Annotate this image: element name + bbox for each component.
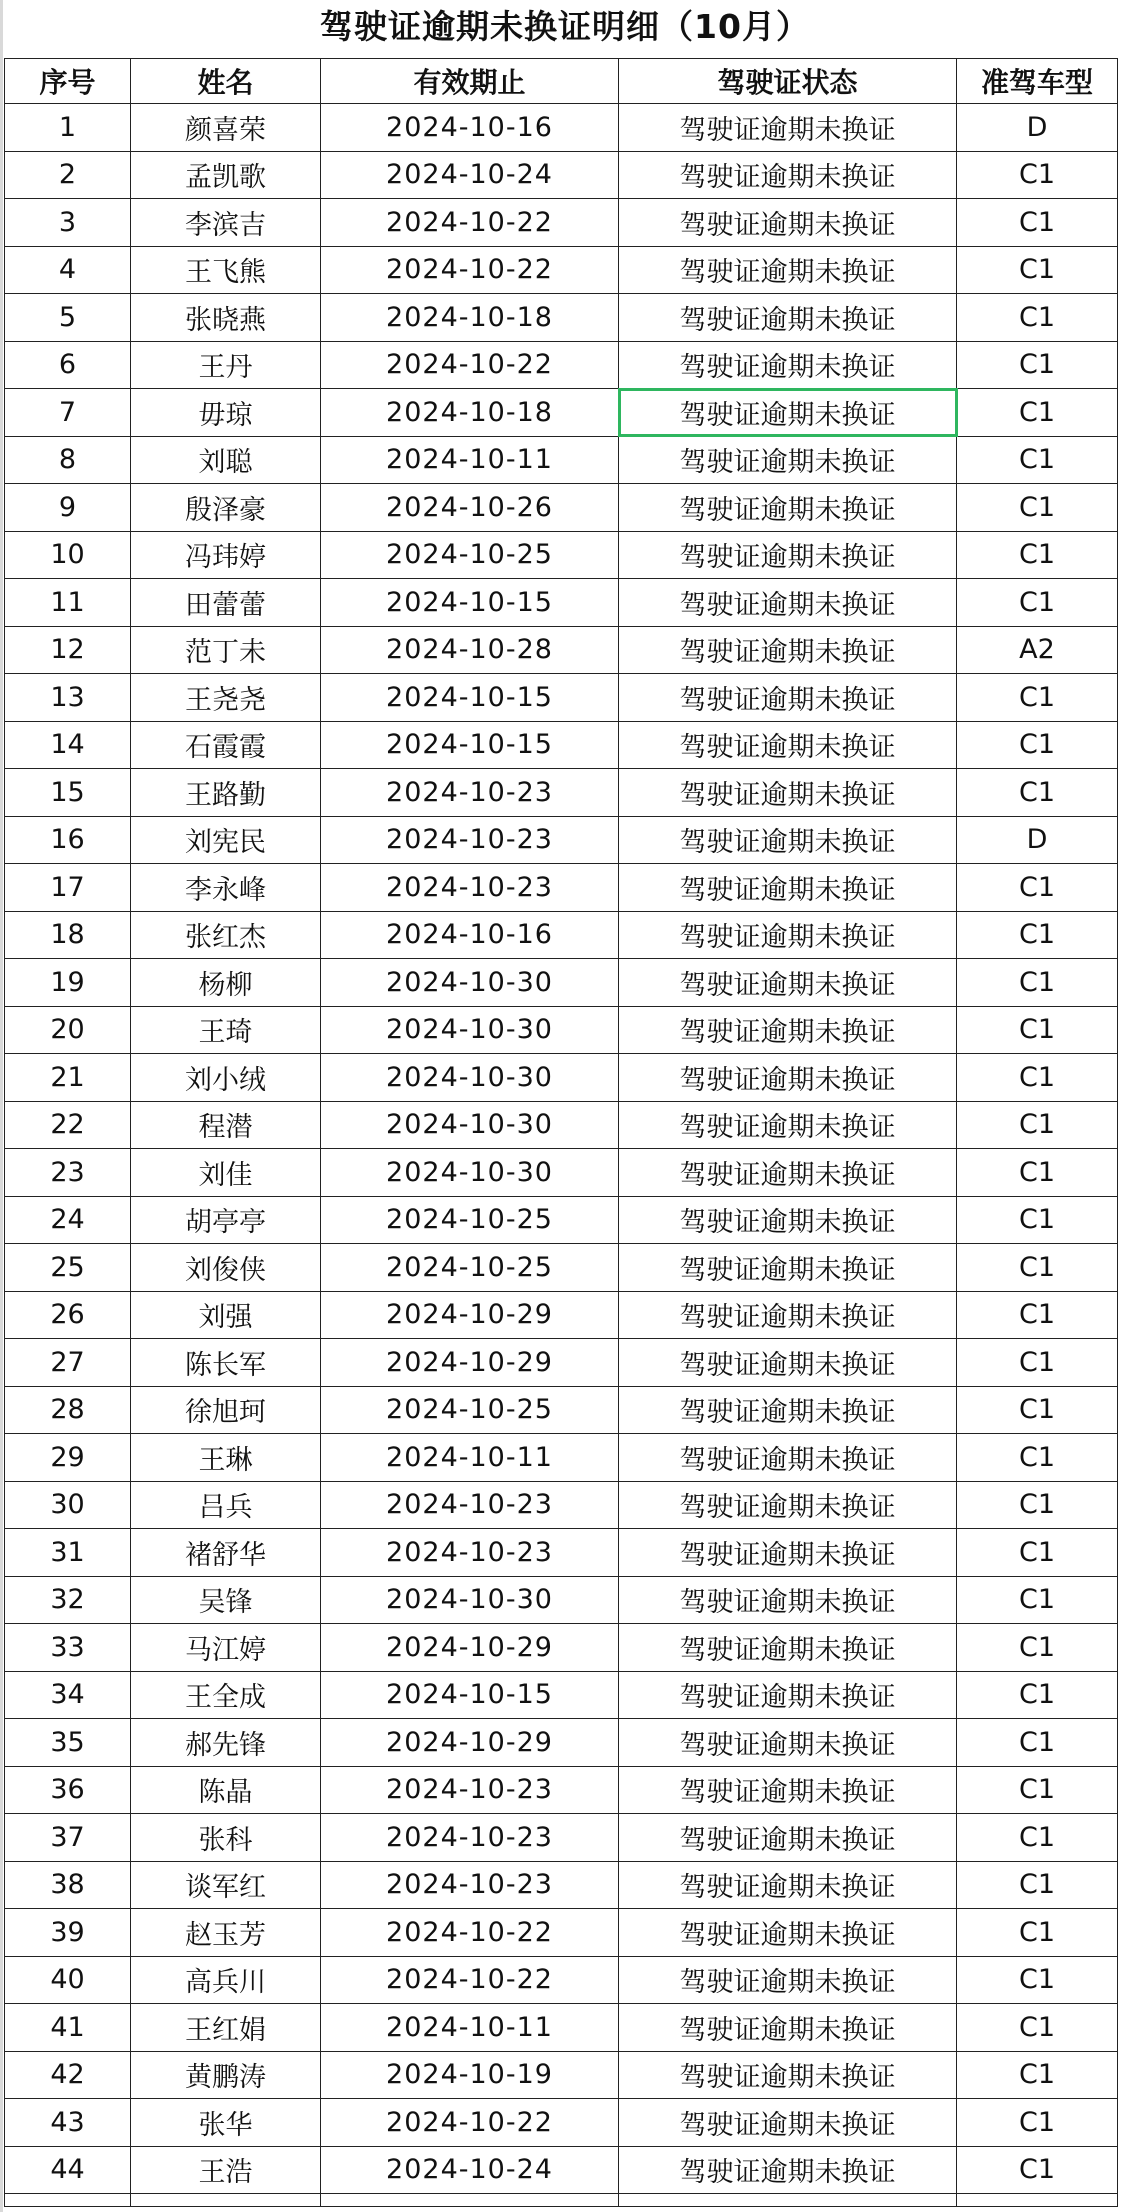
cell-class[interactable]: C1 bbox=[957, 2051, 1118, 2099]
cell-name[interactable]: 杨柳 bbox=[131, 959, 321, 1007]
cell-no[interactable]: 21 bbox=[5, 1054, 131, 1102]
cell-no[interactable]: 41 bbox=[5, 2004, 131, 2052]
cell-no[interactable]: 44 bbox=[5, 2146, 131, 2194]
table-row bbox=[5, 1766, 1118, 1814]
cell-expiry[interactable]: 2024-10-25 bbox=[321, 1196, 619, 1244]
cell-name[interactable]: 王尧尧 bbox=[131, 674, 321, 722]
cell-class[interactable]: C1 bbox=[957, 389, 1118, 437]
cell-status[interactable]: 驾驶证逾期未换证 bbox=[619, 1291, 957, 1339]
cell-expiry[interactable]: 2024-10-11 bbox=[321, 2004, 619, 2052]
cell-name[interactable]: 张红杰 bbox=[131, 911, 321, 959]
cell-status[interactable]: 驾驶证逾期未换证 bbox=[619, 959, 957, 1007]
cell-status[interactable]: 驾驶证逾期未换证 bbox=[619, 626, 957, 674]
cell-class[interactable]: C1 bbox=[957, 1196, 1118, 1244]
cell-class[interactable]: C1 bbox=[957, 1339, 1118, 1387]
cell-status[interactable]: 驾驶证逾期未换证 bbox=[619, 2146, 957, 2194]
cell-no[interactable]: 17 bbox=[5, 864, 131, 912]
cell-name[interactable]: 张晓燕 bbox=[131, 294, 321, 342]
table-row bbox=[5, 1244, 1118, 1292]
cell-name[interactable]: 田蕾蕾 bbox=[131, 579, 321, 627]
cell-expiry[interactable]: 2024-10-11 bbox=[321, 1434, 619, 1482]
table-row bbox=[5, 1054, 1118, 1102]
cell-no[interactable]: 29 bbox=[5, 1434, 131, 1482]
cell-expiry[interactable]: 2024-10-23 bbox=[321, 1529, 619, 1577]
cell-expiry[interactable]: 2024-10-30 bbox=[321, 1054, 619, 1102]
cell-class[interactable]: C1 bbox=[957, 579, 1118, 627]
cell-status[interactable]: 驾驶证逾期未换证 bbox=[619, 1576, 957, 1624]
cell-no[interactable]: 33 bbox=[5, 1624, 131, 1672]
cell-name[interactable]: 王琳 bbox=[131, 1434, 321, 1482]
cell-class[interactable]: A2 bbox=[957, 626, 1118, 674]
cell-status[interactable]: 驾驶证逾期未换证 bbox=[619, 2051, 957, 2099]
cell-name[interactable]: 郝先锋 bbox=[131, 1719, 321, 1767]
cell-expiry[interactable]: 2024-10-15 bbox=[321, 1671, 619, 1719]
cell-expiry[interactable]: 2024-10-23 bbox=[321, 1766, 619, 1814]
cell-name[interactable]: 王飞熊 bbox=[131, 246, 321, 294]
cell-class[interactable]: C1 bbox=[957, 246, 1118, 294]
table-row bbox=[5, 1624, 1118, 1672]
table-row bbox=[5, 1339, 1118, 1387]
cell-class[interactable]: C1 bbox=[957, 1956, 1118, 2004]
cell-name[interactable]: 赵玉芳 bbox=[131, 1909, 321, 1957]
cell-status[interactable]: 驾驶证逾期未换证 bbox=[619, 1339, 957, 1387]
cell-class[interactable]: C1 bbox=[957, 1101, 1118, 1149]
table-row bbox=[5, 484, 1118, 532]
cell-class[interactable]: C1 bbox=[957, 199, 1118, 247]
cell-name[interactable]: 程潜 bbox=[131, 1101, 321, 1149]
table-row bbox=[5, 1291, 1118, 1339]
table-row bbox=[5, 1101, 1118, 1149]
cell-expiry[interactable]: 2024-10-23 bbox=[321, 1481, 619, 1529]
cell-expiry[interactable]: 2024-10-16 bbox=[321, 104, 619, 152]
cell-name[interactable]: 刘小绒 bbox=[131, 1054, 321, 1102]
cell-status[interactable]: 驾驶证逾期未换证 bbox=[619, 1529, 957, 1577]
cell-status[interactable]: 驾驶证逾期未换证 bbox=[619, 1861, 957, 1909]
cell-expiry[interactable]: 2024-10-15 bbox=[321, 579, 619, 627]
table-row bbox=[5, 1814, 1118, 1862]
cell-no[interactable]: 43 bbox=[5, 2099, 131, 2147]
cell-status[interactable]: 驾驶证逾期未换证 bbox=[619, 104, 957, 152]
cell-class[interactable]: C1 bbox=[957, 1054, 1118, 1102]
cell-name[interactable]: 刘俊侠 bbox=[131, 1244, 321, 1292]
cell-status[interactable]: 驾驶证逾期未换证 bbox=[619, 199, 957, 247]
header-row bbox=[5, 59, 1118, 104]
cell-name[interactable]: 吕兵 bbox=[131, 1481, 321, 1529]
table-row bbox=[5, 816, 1118, 864]
cell-no[interactable]: 28 bbox=[5, 1386, 131, 1434]
cell-name[interactable]: 张华 bbox=[131, 2099, 321, 2147]
cell-no[interactable]: 42 bbox=[5, 2051, 131, 2099]
cell-expiry[interactable]: 2024-10-28 bbox=[321, 626, 619, 674]
cell-status[interactable]: 驾驶证逾期未换证 bbox=[619, 674, 957, 722]
cell-no[interactable]: 38 bbox=[5, 1861, 131, 1909]
cell-status[interactable]: 驾驶证逾期未换证 bbox=[619, 1244, 957, 1292]
cell-no[interactable]: 34 bbox=[5, 1671, 131, 1719]
cell-class[interactable]: C1 bbox=[957, 436, 1118, 484]
cell-name[interactable]: 孟凯歌 bbox=[131, 151, 321, 199]
cell-class[interactable]: C1 bbox=[957, 531, 1118, 579]
cell-name[interactable]: 李滨吉 bbox=[131, 199, 321, 247]
cell-expiry[interactable]: 2024-10-15 bbox=[321, 674, 619, 722]
cell-no[interactable]: 22 bbox=[5, 1101, 131, 1149]
cell-status[interactable]: 驾驶证逾期未换证 bbox=[619, 721, 957, 769]
cell-no[interactable]: 8 bbox=[5, 436, 131, 484]
cell-class[interactable]: C1 bbox=[957, 1671, 1118, 1719]
cell-class[interactable]: C1 bbox=[957, 484, 1118, 532]
cell-expiry[interactable]: 2024-10-30 bbox=[321, 1101, 619, 1149]
cell-no[interactable]: 39 bbox=[5, 1909, 131, 1957]
cell-no[interactable]: 20 bbox=[5, 1006, 131, 1054]
cell-status[interactable]: 驾驶证逾期未换证 bbox=[619, 484, 957, 532]
cell-class[interactable]: C1 bbox=[957, 1149, 1118, 1197]
cell-status[interactable]: 驾驶证逾期未换证 bbox=[619, 1624, 957, 1672]
cell-class[interactable]: D bbox=[957, 816, 1118, 864]
cell-name[interactable]: 吴锋 bbox=[131, 1576, 321, 1624]
cell-no[interactable]: 7 bbox=[5, 389, 131, 437]
cell-expiry[interactable]: 2024-10-29 bbox=[321, 1339, 619, 1387]
cell-expiry[interactable]: 2024-10-23 bbox=[321, 1814, 619, 1862]
table-row bbox=[5, 246, 1118, 294]
column-header-name[interactable]: 姓名 bbox=[131, 59, 321, 104]
cell-class[interactable]: C1 bbox=[957, 721, 1118, 769]
selected-cell[interactable]: 驾驶证逾期未换证 bbox=[619, 389, 957, 437]
cell-no[interactable]: 36 bbox=[5, 1766, 131, 1814]
cell-name[interactable]: 张科 bbox=[131, 1814, 321, 1862]
cell-partial[interactable] bbox=[131, 2194, 321, 2207]
cell-expiry[interactable]: 2024-10-23 bbox=[321, 1861, 619, 1909]
table-row bbox=[5, 1006, 1118, 1054]
cell-name[interactable]: 王丹 bbox=[131, 341, 321, 389]
cell-name[interactable]: 王浩 bbox=[131, 2146, 321, 2194]
cell-class[interactable]: C1 bbox=[957, 911, 1118, 959]
cell-status[interactable]: 驾驶证逾期未换证 bbox=[619, 1766, 957, 1814]
table-row bbox=[5, 721, 1118, 769]
table-body bbox=[5, 104, 1118, 2207]
cell-status[interactable]: 驾驶证逾期未换证 bbox=[619, 1434, 957, 1482]
cell-partial[interactable] bbox=[619, 2194, 957, 2207]
table-row bbox=[5, 151, 1118, 199]
table-row bbox=[5, 341, 1118, 389]
cell-status[interactable]: 驾驶证逾期未换证 bbox=[619, 579, 957, 627]
cell-no[interactable]: 24 bbox=[5, 1196, 131, 1244]
cell-no[interactable]: 32 bbox=[5, 1576, 131, 1624]
cell-expiry[interactable]: 2024-10-24 bbox=[321, 151, 619, 199]
cell-name[interactable]: 王红娟 bbox=[131, 2004, 321, 2052]
cell-expiry[interactable]: 2024-10-23 bbox=[321, 769, 619, 817]
cell-class[interactable]: C1 bbox=[957, 1386, 1118, 1434]
data-table bbox=[4, 58, 1118, 2207]
cell-expiry[interactable]: 2024-10-15 bbox=[321, 721, 619, 769]
cell-name[interactable]: 高兵川 bbox=[131, 1956, 321, 2004]
cell-class[interactable]: C1 bbox=[957, 1291, 1118, 1339]
cell-no[interactable]: 14 bbox=[5, 721, 131, 769]
table-row bbox=[5, 1576, 1118, 1624]
table-row bbox=[5, 1671, 1118, 1719]
table-row bbox=[5, 864, 1118, 912]
cell-status[interactable]: 驾驶证逾期未换证 bbox=[619, 2099, 957, 2147]
cell-partial[interactable] bbox=[321, 2194, 619, 2207]
cell-no[interactable]: 25 bbox=[5, 1244, 131, 1292]
sheet-left-border bbox=[0, 0, 3, 2212]
cell-status[interactable]: 驾驶证逾期未换证 bbox=[619, 816, 957, 864]
cell-class[interactable]: C1 bbox=[957, 1766, 1118, 1814]
cell-no[interactable]: 35 bbox=[5, 1719, 131, 1767]
cell-status[interactable]: 驾驶证逾期未换证 bbox=[619, 1956, 957, 2004]
cell-expiry[interactable]: 2024-10-30 bbox=[321, 959, 619, 1007]
cell-name[interactable]: 刘强 bbox=[131, 1291, 321, 1339]
table-row bbox=[5, 199, 1118, 247]
cell-no[interactable]: 31 bbox=[5, 1529, 131, 1577]
table-row bbox=[5, 1909, 1118, 1957]
cell-expiry[interactable]: 2024-10-11 bbox=[321, 436, 619, 484]
cell-status[interactable]: 驾驶证逾期未换证 bbox=[619, 911, 957, 959]
cell-expiry[interactable]: 2024-10-24 bbox=[321, 2146, 619, 2194]
cell-class[interactable]: C1 bbox=[957, 1861, 1118, 1909]
table-row bbox=[5, 769, 1118, 817]
table-row bbox=[5, 2004, 1118, 2052]
cell-status[interactable]: 驾驶证逾期未换证 bbox=[619, 1101, 957, 1149]
cell-class[interactable]: C1 bbox=[957, 2146, 1118, 2194]
cell-status[interactable]: 驾驶证逾期未换证 bbox=[619, 864, 957, 912]
cell-name[interactable]: 殷泽豪 bbox=[131, 484, 321, 532]
cell-expiry[interactable]: 2024-10-18 bbox=[321, 294, 619, 342]
cell-no[interactable]: 4 bbox=[5, 246, 131, 294]
table-row bbox=[5, 674, 1118, 722]
cell-no[interactable]: 10 bbox=[5, 531, 131, 579]
cell-name[interactable]: 黄鹏涛 bbox=[131, 2051, 321, 2099]
cell-expiry[interactable]: 2024-10-22 bbox=[321, 1909, 619, 1957]
column-header-status[interactable]: 驾驶证状态 bbox=[619, 59, 957, 104]
cell-expiry[interactable]: 2024-10-25 bbox=[321, 531, 619, 579]
cell-class[interactable]: C1 bbox=[957, 2004, 1118, 2052]
cell-status[interactable]: 驾驶证逾期未换证 bbox=[619, 1196, 957, 1244]
cell-expiry[interactable]: 2024-10-16 bbox=[321, 911, 619, 959]
table-row bbox=[5, 294, 1118, 342]
table-row bbox=[5, 1956, 1118, 2004]
cell-no[interactable]: 40 bbox=[5, 1956, 131, 2004]
cell-class[interactable]: C1 bbox=[957, 1244, 1118, 1292]
cell-name[interactable]: 刘宪民 bbox=[131, 816, 321, 864]
cell-name[interactable]: 马江婷 bbox=[131, 1624, 321, 1672]
cell-class[interactable]: C1 bbox=[957, 2099, 1118, 2147]
cell-expiry[interactable]: 2024-10-25 bbox=[321, 1244, 619, 1292]
cell-name[interactable]: 冯玮婷 bbox=[131, 531, 321, 579]
table-row-partial bbox=[5, 2194, 1118, 2207]
cell-no[interactable]: 2 bbox=[5, 151, 131, 199]
cell-class[interactable]: C1 bbox=[957, 341, 1118, 389]
cell-name[interactable]: 王路勤 bbox=[131, 769, 321, 817]
cell-class[interactable]: C1 bbox=[957, 1719, 1118, 1767]
cell-expiry[interactable]: 2024-10-22 bbox=[321, 246, 619, 294]
table-row bbox=[5, 579, 1118, 627]
cell-name[interactable]: 谈军红 bbox=[131, 1861, 321, 1909]
cell-status[interactable]: 驾驶证逾期未换证 bbox=[619, 341, 957, 389]
cell-no[interactable]: 12 bbox=[5, 626, 131, 674]
cell-class[interactable]: C1 bbox=[957, 1909, 1118, 1957]
table-row bbox=[5, 1481, 1118, 1529]
cell-expiry[interactable]: 2024-10-23 bbox=[321, 864, 619, 912]
cell-no[interactable]: 37 bbox=[5, 1814, 131, 1862]
cell-expiry[interactable]: 2024-10-29 bbox=[321, 1719, 619, 1767]
cell-class[interactable]: C1 bbox=[957, 1481, 1118, 1529]
table-row bbox=[5, 1719, 1118, 1767]
cell-class[interactable]: C1 bbox=[957, 1434, 1118, 1482]
cell-no[interactable]: 19 bbox=[5, 959, 131, 1007]
table-row bbox=[5, 1149, 1118, 1197]
cell-status[interactable]: 驾驶证逾期未换证 bbox=[619, 151, 957, 199]
cell-class[interactable]: C1 bbox=[957, 1624, 1118, 1672]
cell-name[interactable]: 王琦 bbox=[131, 1006, 321, 1054]
cell-no[interactable]: 11 bbox=[5, 579, 131, 627]
cell-expiry[interactable]: 2024-10-30 bbox=[321, 1149, 619, 1197]
cell-class[interactable]: C1 bbox=[957, 769, 1118, 817]
cell-expiry[interactable]: 2024-10-29 bbox=[321, 1624, 619, 1672]
cell-name[interactable]: 陈晶 bbox=[131, 1766, 321, 1814]
cell-class[interactable]: D bbox=[957, 104, 1118, 152]
cell-name[interactable]: 李永峰 bbox=[131, 864, 321, 912]
cell-expiry[interactable]: 2024-10-25 bbox=[321, 1386, 619, 1434]
table-row bbox=[5, 626, 1118, 674]
table-row bbox=[5, 531, 1118, 579]
cell-name[interactable]: 石霞霞 bbox=[131, 721, 321, 769]
cell-class[interactable]: C1 bbox=[957, 864, 1118, 912]
cell-name[interactable]: 颜喜荣 bbox=[131, 104, 321, 152]
sheet-title: 驾驶证逾期未换证明细（10月） bbox=[320, 7, 810, 46]
cell-no[interactable]: 15 bbox=[5, 769, 131, 817]
cell-name[interactable]: 刘聪 bbox=[131, 436, 321, 484]
cell-name[interactable]: 刘佳 bbox=[131, 1149, 321, 1197]
cell-status[interactable]: 驾驶证逾期未换证 bbox=[619, 1671, 957, 1719]
table-row bbox=[5, 1196, 1118, 1244]
table-row bbox=[5, 1434, 1118, 1482]
cell-class[interactable]: C1 bbox=[957, 1576, 1118, 1624]
cell-status[interactable]: 驾驶证逾期未换证 bbox=[619, 1909, 957, 1957]
cell-expiry[interactable]: 2024-10-23 bbox=[321, 816, 619, 864]
cell-status[interactable]: 驾驶证逾期未换证 bbox=[619, 1481, 957, 1529]
cell-no[interactable]: 3 bbox=[5, 199, 131, 247]
cell-class[interactable]: C1 bbox=[957, 151, 1118, 199]
cell-status[interactable]: 驾驶证逾期未换证 bbox=[619, 769, 957, 817]
cell-status[interactable]: 驾驶证逾期未换证 bbox=[619, 1719, 957, 1767]
cell-expiry[interactable]: 2024-10-30 bbox=[321, 1576, 619, 1624]
cell-expiry[interactable]: 2024-10-22 bbox=[321, 2099, 619, 2147]
column-header-no[interactable]: 序号 bbox=[5, 59, 131, 104]
table-row bbox=[5, 1861, 1118, 1909]
cell-status[interactable]: 驾驶证逾期未换证 bbox=[619, 1386, 957, 1434]
cell-no[interactable]: 16 bbox=[5, 816, 131, 864]
cell-class[interactable]: C1 bbox=[957, 674, 1118, 722]
cell-expiry[interactable]: 2024-10-22 bbox=[321, 199, 619, 247]
cell-no[interactable]: 18 bbox=[5, 911, 131, 959]
cell-no[interactable]: 6 bbox=[5, 341, 131, 389]
cell-status[interactable]: 驾驶证逾期未换证 bbox=[619, 1006, 957, 1054]
cell-class[interactable]: C1 bbox=[957, 1814, 1118, 1862]
cell-class[interactable]: C1 bbox=[957, 294, 1118, 342]
cell-status[interactable]: 驾驶证逾期未换证 bbox=[619, 246, 957, 294]
cell-no[interactable]: 23 bbox=[5, 1149, 131, 1197]
table-row bbox=[5, 389, 1118, 437]
table-row bbox=[5, 2099, 1118, 2147]
table-row bbox=[5, 2146, 1118, 2194]
cell-no[interactable]: 5 bbox=[5, 294, 131, 342]
cell-status[interactable]: 驾驶证逾期未换证 bbox=[619, 436, 957, 484]
cell-status[interactable]: 驾驶证逾期未换证 bbox=[619, 1054, 957, 1102]
cell-status[interactable]: 驾驶证逾期未换证 bbox=[619, 531, 957, 579]
cell-expiry[interactable]: 2024-10-26 bbox=[321, 484, 619, 532]
cell-status[interactable]: 驾驶证逾期未换证 bbox=[619, 1149, 957, 1197]
cell-class[interactable]: C1 bbox=[957, 959, 1118, 1007]
table-row bbox=[5, 911, 1118, 959]
cell-name[interactable]: 褚舒华 bbox=[131, 1529, 321, 1577]
cell-name[interactable]: 陈长军 bbox=[131, 1339, 321, 1387]
cell-no[interactable]: 13 bbox=[5, 674, 131, 722]
cell-no[interactable]: 9 bbox=[5, 484, 131, 532]
cell-expiry[interactable]: 2024-10-19 bbox=[321, 2051, 619, 2099]
cell-class[interactable]: C1 bbox=[957, 1529, 1118, 1577]
table-row bbox=[5, 104, 1118, 152]
table-row bbox=[5, 1529, 1118, 1577]
cell-name[interactable]: 徐旭珂 bbox=[131, 1386, 321, 1434]
cell-class[interactable]: C1 bbox=[957, 1006, 1118, 1054]
column-header-expiry[interactable]: 有效期止 bbox=[321, 59, 619, 104]
cell-expiry[interactable]: 2024-10-22 bbox=[321, 341, 619, 389]
cell-name[interactable]: 王全成 bbox=[131, 1671, 321, 1719]
cell-status[interactable]: 驾驶证逾期未换证 bbox=[619, 294, 957, 342]
cell-partial[interactable] bbox=[5, 2194, 131, 2207]
cell-expiry[interactable]: 2024-10-29 bbox=[321, 1291, 619, 1339]
cell-expiry[interactable]: 2024-10-18 bbox=[321, 389, 619, 437]
table-row bbox=[5, 1386, 1118, 1434]
cell-name[interactable]: 胡亭亭 bbox=[131, 1196, 321, 1244]
table-row bbox=[5, 2051, 1118, 2099]
cell-status[interactable]: 驾驶证逾期未换证 bbox=[619, 2004, 957, 2052]
cell-name[interactable]: 范丁未 bbox=[131, 626, 321, 674]
cell-name[interactable]: 毋琼 bbox=[131, 389, 321, 437]
cell-no[interactable]: 30 bbox=[5, 1481, 131, 1529]
cell-partial[interactable] bbox=[957, 2194, 1118, 2207]
table-row bbox=[5, 959, 1118, 1007]
cell-expiry[interactable]: 2024-10-22 bbox=[321, 1956, 619, 2004]
cell-no[interactable]: 1 bbox=[5, 104, 131, 152]
cell-expiry[interactable]: 2024-10-30 bbox=[321, 1006, 619, 1054]
column-header-class[interactable]: 准驾车型 bbox=[957, 59, 1118, 104]
table-row bbox=[5, 436, 1118, 484]
cell-status[interactable]: 驾驶证逾期未换证 bbox=[619, 1814, 957, 1862]
cell-no[interactable]: 27 bbox=[5, 1339, 131, 1387]
cell-no[interactable]: 26 bbox=[5, 1291, 131, 1339]
